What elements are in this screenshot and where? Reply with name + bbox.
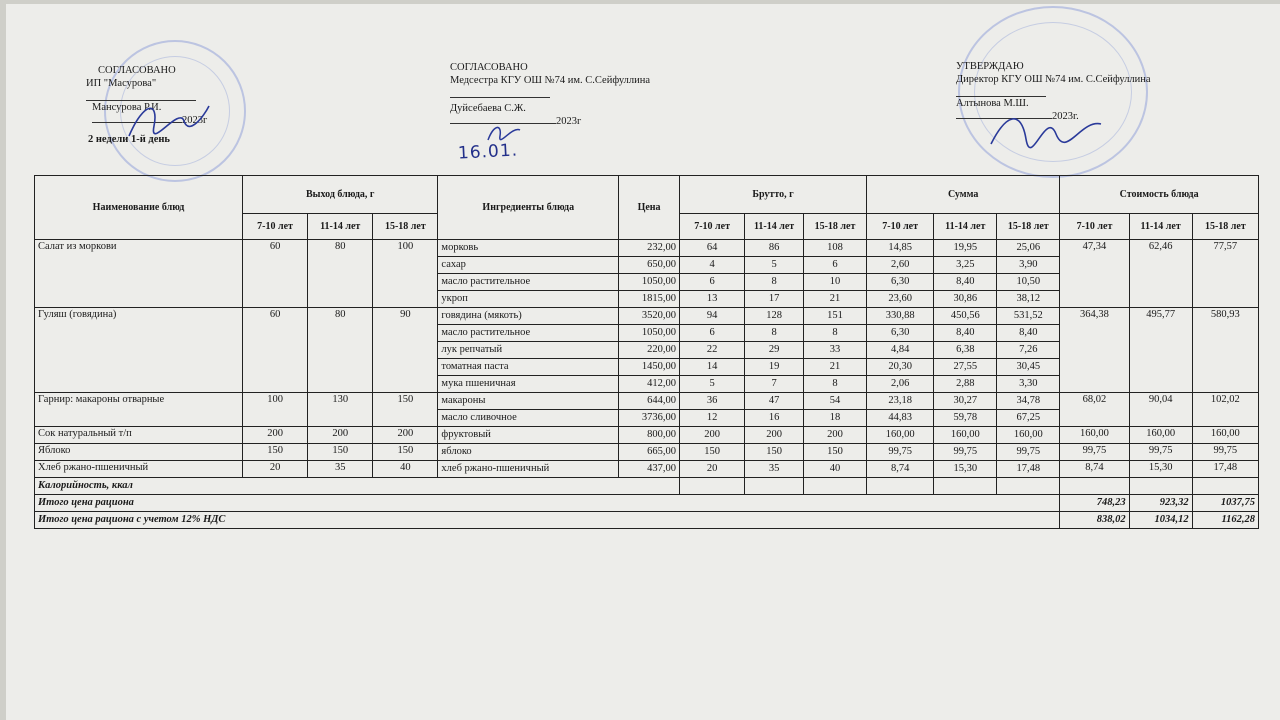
price-cell: 1050,00 [619, 325, 680, 342]
brutto-cell: 33 [803, 342, 866, 359]
sum-cell: 8,40 [997, 325, 1060, 342]
sum-cell: 8,74 [867, 461, 934, 478]
cost-cell: 62,46 [1129, 240, 1192, 308]
brutto-cell: 150 [803, 444, 866, 461]
brutto-cell: 150 [745, 444, 804, 461]
price-cell: 800,00 [619, 427, 680, 444]
brutto-cell: 64 [680, 240, 745, 257]
yield-cell: 130 [308, 393, 373, 427]
calories-label: Калорийность, ккал [35, 478, 680, 495]
sum-cell: 30,86 [934, 291, 997, 308]
ingredient-name: яблоко [438, 444, 619, 461]
brutto-cell: 8 [745, 325, 804, 342]
dish-name: Хлеб ржано-пшеничный [35, 461, 243, 478]
total-vat-age3: 1162,28 [1192, 512, 1258, 529]
sum-cell: 30,45 [997, 359, 1060, 376]
header-sum-age3: 15-18 лет [997, 214, 1060, 240]
header-sum: Сумма [867, 176, 1060, 214]
left-signature [124, 96, 214, 146]
yield-cell: 90 [373, 308, 438, 393]
ingredient-name: мука пшеничная [438, 376, 619, 393]
sum-cell: 3,90 [997, 257, 1060, 274]
brutto-cell: 29 [745, 342, 804, 359]
cost-cell: 160,00 [1129, 427, 1192, 444]
brutto-cell: 36 [680, 393, 745, 410]
header-cost-age3: 15-18 лет [1192, 214, 1258, 240]
sum-cell: 3,25 [934, 257, 997, 274]
left-organization: ИП "Масурова" [86, 78, 157, 89]
header-dish: Наименование блюд [35, 176, 243, 240]
sum-cell: 10,50 [997, 274, 1060, 291]
brutto-cell: 7 [745, 376, 804, 393]
right-year: 2023г. [1052, 111, 1079, 122]
right-approved-label: УТВЕРЖДАЮ [956, 61, 1024, 72]
price-cell: 220,00 [619, 342, 680, 359]
brutto-cell: 21 [803, 291, 866, 308]
header-yield: Выход блюда, г [243, 176, 438, 214]
sum-cell: 330,88 [867, 308, 934, 325]
ingredient-name: масло сливочное [438, 410, 619, 427]
brutto-cell: 10 [803, 274, 866, 291]
total-label: Итого цена рациона [35, 495, 1060, 512]
cost-cell: 99,75 [1129, 444, 1192, 461]
sum-cell: 450,56 [934, 308, 997, 325]
cost-cell: 47,34 [1060, 240, 1129, 308]
sum-cell: 20,30 [867, 359, 934, 376]
sum-cell: 27,55 [934, 359, 997, 376]
total-age3: 1037,75 [1192, 495, 1258, 512]
cost-cell: 99,75 [1192, 444, 1258, 461]
brutto-cell: 16 [745, 410, 804, 427]
ingredient-name: масло растительное [438, 274, 619, 291]
cost-cell: 99,75 [1060, 444, 1129, 461]
yield-cell: 150 [243, 444, 308, 461]
ingredient-name: укроп [438, 291, 619, 308]
sum-cell: 44,83 [867, 410, 934, 427]
yield-cell: 35 [308, 461, 373, 478]
cost-cell: 364,38 [1060, 308, 1129, 393]
sum-cell: 99,75 [934, 444, 997, 461]
total-vat-age1: 838,02 [1060, 512, 1129, 529]
cost-cell: 90,04 [1129, 393, 1192, 427]
price-cell: 1050,00 [619, 274, 680, 291]
price-cell: 232,00 [619, 240, 680, 257]
brutto-cell: 13 [680, 291, 745, 308]
header-yield-age3: 15-18 лет [373, 214, 438, 240]
cost-cell: 160,00 [1060, 427, 1129, 444]
handwritten-date: 16.01. [457, 140, 519, 164]
price-cell: 644,00 [619, 393, 680, 410]
brutto-cell: 150 [680, 444, 745, 461]
brutto-cell: 22 [680, 342, 745, 359]
brutto-cell: 6 [680, 325, 745, 342]
ingredient-name: фруктовый [438, 427, 619, 444]
header-cost-age1: 7-10 лет [1060, 214, 1129, 240]
ingredient-name: масло растительное [438, 325, 619, 342]
yield-cell: 200 [373, 427, 438, 444]
middle-position: Медсестра КГУ ОШ №74 им. С.Сейфуллина [450, 75, 651, 86]
dish-name: Гарнир: макароны отварные [35, 393, 243, 427]
brutto-cell: 94 [680, 308, 745, 325]
yield-cell: 60 [243, 308, 308, 393]
left-approved-label: СОГЛАСОВАНО [98, 65, 176, 76]
cost-cell: 8,74 [1060, 461, 1129, 478]
sum-cell: 160,00 [867, 427, 934, 444]
header-brutto-age2: 11-14 лет [745, 214, 804, 240]
brutto-cell: 40 [803, 461, 866, 478]
brutto-cell: 4 [680, 257, 745, 274]
header-yield-age2: 11-14 лет [308, 214, 373, 240]
brutto-cell: 128 [745, 308, 804, 325]
sum-cell: 25,06 [997, 240, 1060, 257]
cost-cell: 102,02 [1192, 393, 1258, 427]
cost-cell: 580,93 [1192, 308, 1258, 393]
sum-cell: 59,78 [934, 410, 997, 427]
brutto-cell: 20 [680, 461, 745, 478]
ingredient-name: хлеб ржано-пшеничный [438, 461, 619, 478]
sum-cell: 8,40 [934, 274, 997, 291]
brutto-cell: 47 [745, 393, 804, 410]
brutto-cell: 54 [803, 393, 866, 410]
sum-cell: 531,52 [997, 308, 1060, 325]
menu-table-body [35, 240, 1259, 478]
header-sum-age1: 7-10 лет [867, 214, 934, 240]
price-cell: 1815,00 [619, 291, 680, 308]
dish-name: Яблоко [35, 444, 243, 461]
sum-cell: 19,95 [934, 240, 997, 257]
sum-cell: 14,85 [867, 240, 934, 257]
ingredient-name: томатная паста [438, 359, 619, 376]
brutto-cell: 12 [680, 410, 745, 427]
brutto-cell: 35 [745, 461, 804, 478]
middle-approved-label: СОГЛАСОВАНО [450, 62, 528, 73]
yield-cell: 200 [308, 427, 373, 444]
ingredient-name: макароны [438, 393, 619, 410]
brutto-cell: 5 [745, 257, 804, 274]
yield-cell: 40 [373, 461, 438, 478]
dish-name: Сок натуральный т/п [35, 427, 243, 444]
price-cell: 3736,00 [619, 410, 680, 427]
table-row [35, 393, 1259, 410]
sum-cell: 2,60 [867, 257, 934, 274]
sum-cell: 38,12 [997, 291, 1060, 308]
ingredient-name: сахар [438, 257, 619, 274]
sum-cell: 67,25 [997, 410, 1060, 427]
sum-cell: 6,30 [867, 325, 934, 342]
table-row [35, 427, 1259, 444]
brutto-cell: 86 [745, 240, 804, 257]
brutto-cell: 8 [803, 325, 866, 342]
sum-cell: 17,48 [997, 461, 1060, 478]
header-cost: Стоимость блюда [1060, 176, 1259, 214]
total-age2: 923,32 [1129, 495, 1192, 512]
sum-cell: 2,06 [867, 376, 934, 393]
yield-cell: 100 [373, 240, 438, 308]
ingredient-name: морковь [438, 240, 619, 257]
dish-name: Гуляш (говядина) [35, 308, 243, 393]
yield-cell: 80 [308, 240, 373, 308]
sum-cell: 23,18 [867, 393, 934, 410]
brutto-cell: 18 [803, 410, 866, 427]
yield-cell: 150 [308, 444, 373, 461]
header-brutto: Брутто, г [680, 176, 867, 214]
table-row [35, 461, 1259, 478]
total-age1: 748,23 [1060, 495, 1129, 512]
sum-cell: 160,00 [934, 427, 997, 444]
header-sum-age2: 11-14 лет [934, 214, 997, 240]
brutto-cell: 6 [680, 274, 745, 291]
total-vat-age2: 1034,12 [1129, 512, 1192, 529]
sum-cell: 3,30 [997, 376, 1060, 393]
brutto-cell: 108 [803, 240, 866, 257]
brutto-cell: 6 [803, 257, 866, 274]
middle-signature [484, 122, 524, 144]
yield-cell: 80 [308, 308, 373, 393]
sum-cell: 23,60 [867, 291, 934, 308]
document-page [6, 4, 1280, 720]
left-year: 2023г [182, 115, 208, 126]
yield-cell: 200 [243, 427, 308, 444]
yield-cell: 150 [373, 393, 438, 427]
sum-cell: 7,26 [997, 342, 1060, 359]
table-row [35, 240, 1259, 257]
brutto-cell: 21 [803, 359, 866, 376]
table-row [35, 444, 1259, 461]
sum-cell: 4,84 [867, 342, 934, 359]
price-cell: 650,00 [619, 257, 680, 274]
brutto-cell: 14 [680, 359, 745, 376]
sum-cell: 160,00 [997, 427, 1060, 444]
yield-cell: 20 [243, 461, 308, 478]
sum-cell: 34,78 [997, 393, 1060, 410]
middle-signer-name: Дуйсебаева С.Ж. [450, 103, 526, 114]
header-cost-age2: 11-14 лет [1129, 214, 1192, 240]
header-price: Цена [619, 176, 680, 240]
total-vat-label: Итого цена рациона с учетом 12% НДС [35, 512, 1060, 529]
price-cell: 1450,00 [619, 359, 680, 376]
sum-cell: 8,40 [934, 325, 997, 342]
yield-cell: 150 [373, 444, 438, 461]
sum-cell: 6,30 [867, 274, 934, 291]
brutto-cell: 8 [803, 376, 866, 393]
brutto-cell: 200 [680, 427, 745, 444]
yield-cell: 60 [243, 240, 308, 308]
brutto-cell: 19 [745, 359, 804, 376]
cost-cell: 15,30 [1129, 461, 1192, 478]
brutto-cell: 5 [680, 376, 745, 393]
ingredient-name: говядина (мякоть) [438, 308, 619, 325]
sum-cell: 2,88 [934, 376, 997, 393]
cost-cell: 17,48 [1192, 461, 1258, 478]
header-brutto-age3: 15-18 лет [803, 214, 866, 240]
right-signer-name: Алтынова М.Ш. [956, 98, 1029, 109]
dish-name: Салат из моркови [35, 240, 243, 308]
table-row [35, 308, 1259, 325]
price-cell: 412,00 [619, 376, 680, 393]
brutto-cell: 8 [745, 274, 804, 291]
menu-day-label: 2 недели 1-й день [88, 134, 170, 145]
cost-cell: 77,57 [1192, 240, 1258, 308]
sum-cell: 99,75 [867, 444, 934, 461]
brutto-cell: 200 [803, 427, 866, 444]
ingredient-name: лук репчатый [438, 342, 619, 359]
sum-cell: 15,30 [934, 461, 997, 478]
brutto-cell: 151 [803, 308, 866, 325]
middle-year: 2023г [556, 116, 582, 127]
brutto-cell: 17 [745, 291, 804, 308]
sum-cell: 99,75 [997, 444, 1060, 461]
menu-table [34, 175, 1259, 529]
cost-cell: 495,77 [1129, 308, 1192, 393]
price-cell: 665,00 [619, 444, 680, 461]
sum-cell: 30,27 [934, 393, 997, 410]
cost-cell: 68,02 [1060, 393, 1129, 427]
cost-cell: 160,00 [1192, 427, 1258, 444]
right-signature [986, 104, 1106, 154]
middle-approval-block [450, 61, 650, 128]
header-ingredients: Ингредиенты блюда [438, 176, 619, 240]
price-cell: 3520,00 [619, 308, 680, 325]
price-cell: 437,00 [619, 461, 680, 478]
right-position: Директор КГУ ОШ №74 им. С.Сейфуллина [956, 74, 1151, 85]
header-brutto-age1: 7-10 лет [680, 214, 745, 240]
brutto-cell: 200 [745, 427, 804, 444]
sum-cell: 6,38 [934, 342, 997, 359]
header-yield-age1: 7-10 лет [243, 214, 308, 240]
left-signer-name: Мансурова Р.И. [92, 102, 162, 113]
yield-cell: 100 [243, 393, 308, 427]
